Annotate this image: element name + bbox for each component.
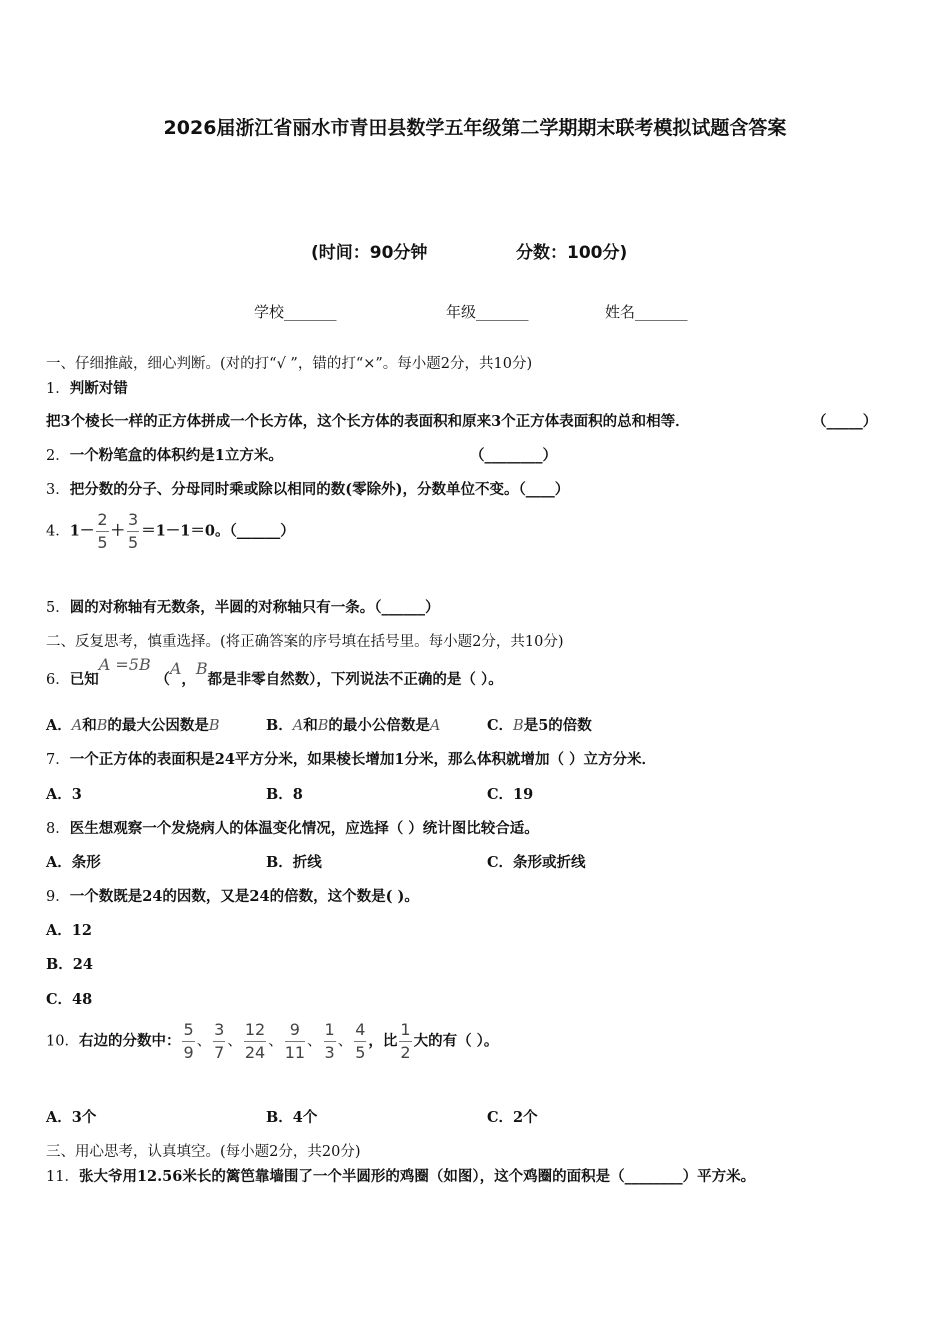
question-11 xyxy=(46,1165,755,1186)
fraction xyxy=(324,1022,336,1061)
denominator: 5 xyxy=(355,1043,366,1062)
separator: 、 xyxy=(268,1033,283,1050)
denominator: 11 xyxy=(284,1043,306,1062)
exam-time: (时间：90分钟 xyxy=(311,243,428,263)
question-text: 已知 xyxy=(69,671,99,688)
var-b: B xyxy=(96,718,108,734)
var-a: A xyxy=(429,718,441,734)
question-text: 圆的对称轴有无数条，半圆的对称轴只有一条。（______） xyxy=(69,599,440,616)
fraction xyxy=(182,1022,194,1061)
question-6 xyxy=(46,655,503,688)
option-text: 的最小公倍数是 xyxy=(328,717,430,734)
question-7-option-a[interactable]: A．3 xyxy=(46,786,82,803)
expression-prefix: 1－ xyxy=(69,522,95,540)
fraction xyxy=(244,1022,266,1061)
question-10 xyxy=(46,1022,498,1061)
denominator: 5 xyxy=(97,533,108,552)
question-number: 10． xyxy=(46,1033,79,1050)
question-number: 3． xyxy=(46,482,70,498)
question-6-option-c[interactable] xyxy=(487,714,592,735)
question-9 xyxy=(46,885,419,906)
question-number: 6． xyxy=(46,672,70,688)
var-a: A xyxy=(169,659,182,678)
question-title: 判断对错 xyxy=(69,380,128,397)
fraction xyxy=(127,512,139,551)
question-text: 一个数既是24的因数，又是24的倍数，这个数是( )。 xyxy=(69,888,419,905)
question-10-option-b[interactable]: B．4个 xyxy=(266,1109,318,1126)
question-2-answer[interactable]: （________） xyxy=(470,447,557,464)
question-4 xyxy=(46,512,295,551)
numerator: 3 xyxy=(213,1022,225,1042)
question-10-option-c[interactable]: C．2个 xyxy=(487,1109,538,1126)
question-6-option-a[interactable] xyxy=(46,714,220,735)
option-text: 是5的倍数 xyxy=(523,717,592,734)
separator: 、 xyxy=(227,1033,242,1050)
numerator: 9 xyxy=(285,1022,305,1042)
name-field[interactable]: 姓名_______ xyxy=(605,303,688,321)
question-3 xyxy=(46,478,569,499)
question-7-option-c[interactable]: C．19 xyxy=(487,786,534,803)
question-number: 9． xyxy=(46,889,70,905)
fraction xyxy=(213,1022,225,1061)
numerator: 3 xyxy=(127,512,139,532)
question-text: 都是非零自然数），下列说法不正确的是（ ）。 xyxy=(207,671,503,688)
question-7 xyxy=(46,748,656,769)
section-3-heading: 三、用心思考，认真填空。(每小题2分，共20分) xyxy=(46,1144,361,1160)
numerator: 5 xyxy=(182,1022,194,1042)
numerator: 12 xyxy=(244,1022,266,1042)
question-text: 医生想观察一个发烧病人的体温变化情况，应选择（ ）统计图比较合适。 xyxy=(69,820,539,837)
fraction xyxy=(399,1022,411,1061)
question-6-option-b[interactable] xyxy=(266,714,440,735)
option-label: A． xyxy=(46,717,72,734)
question-2 xyxy=(46,444,283,465)
option-text: 和 xyxy=(82,717,97,734)
question-number: 4． xyxy=(46,523,70,540)
separator: 、 xyxy=(337,1033,353,1050)
question-1-answer[interactable]: （_____） xyxy=(812,413,878,430)
question-9-option-b[interactable]: B．24 xyxy=(46,956,93,973)
question-text: 大的有（ ）。 xyxy=(413,1032,499,1050)
exam-score: 分数：100分) xyxy=(516,243,628,263)
fraction xyxy=(285,1022,305,1061)
question-5 xyxy=(46,596,439,617)
var-b: B xyxy=(317,718,329,734)
denominator: 2 xyxy=(400,1043,411,1062)
denominator: 24 xyxy=(244,1043,266,1062)
question-text: 把分数的分子、分母同时乘或除以相同的数(零除外)，分数单位不变。（____） xyxy=(69,481,570,498)
option-label: C． xyxy=(487,717,514,734)
question-7-option-b[interactable]: B．8 xyxy=(266,786,303,803)
page-title: 2026届浙江省丽水市青田县数学五年级第二学期期末联考模拟试题含答案 xyxy=(163,117,787,139)
numerator: 4 xyxy=(354,1022,366,1042)
denominator: 7 xyxy=(214,1043,225,1062)
fraction xyxy=(354,1022,366,1061)
question-text: 一个粉笔盒的体积约是1立方米。 xyxy=(69,447,283,464)
option-text: 的最大公因数是 xyxy=(107,717,209,734)
var-a: A xyxy=(71,718,83,734)
var-a: A xyxy=(292,718,304,734)
numerator: 1 xyxy=(324,1022,336,1042)
var-b: B xyxy=(195,659,208,678)
question-10-option-a[interactable]: A．3个 xyxy=(46,1109,97,1126)
option-text: 和 xyxy=(303,717,318,734)
denominator: 9 xyxy=(183,1043,194,1062)
equation: A =5B xyxy=(98,655,151,674)
option-label: B． xyxy=(266,717,293,734)
question-text: 一个正方体的表面积是24平方分米，如果棱长增加1分米，那么体积就增加（ ）立方分米． xyxy=(69,751,657,768)
question-text: 张大爷用12.56米长的篱笆靠墙围了一个半圆形的鸡圈（如图），这个鸡圈的面积是（________）平方米。 xyxy=(78,1168,756,1185)
fraction xyxy=(96,512,108,551)
denominator: 3 xyxy=(324,1043,335,1062)
grade-field[interactable]: 年级_______ xyxy=(446,303,529,321)
section-2-heading: 二、反复思考，慎重选择。(将正确答案的序号填在括号里。每小题2分，共10分) xyxy=(46,634,564,650)
var-b: B xyxy=(208,718,220,734)
question-number: 8． xyxy=(46,821,70,837)
separator: 、 xyxy=(307,1033,322,1050)
question-text: 右边的分数中： xyxy=(78,1032,181,1050)
question-8-option-c[interactable]: C．条形或折线 xyxy=(487,854,586,871)
question-number: 5． xyxy=(46,600,70,616)
question-1-heading xyxy=(46,377,128,398)
question-1-text: 把3个棱长一样的正方体拼成一个长方体，这个长方体的表面积和原来3个正方体表面积的总和相等． xyxy=(46,413,690,430)
school-field[interactable]: 学校_______ xyxy=(254,303,337,321)
numerator: 1 xyxy=(399,1022,411,1042)
separator: 、 xyxy=(196,1033,212,1050)
question-number: 11． xyxy=(46,1169,79,1185)
question-number: 7． xyxy=(46,752,70,768)
numerator: 2 xyxy=(96,512,108,532)
question-number: 2． xyxy=(46,448,70,464)
question-8-option-a[interactable]: A．条形 xyxy=(46,854,101,871)
question-9-option-c[interactable]: C．48 xyxy=(46,991,93,1008)
comma: ， xyxy=(181,671,196,688)
var-b: B xyxy=(513,718,524,734)
question-text: ，比 xyxy=(368,1032,398,1050)
paren: （ xyxy=(155,671,170,688)
question-8-option-b[interactable]: B．折线 xyxy=(266,854,322,871)
plus-sign: ＋ xyxy=(110,522,126,540)
question-number: 1． xyxy=(46,381,70,397)
expression-suffix: ＝1－1＝0。（______） xyxy=(141,522,295,540)
question-9-option-a[interactable]: A．12 xyxy=(46,922,92,939)
denominator: 5 xyxy=(128,533,139,552)
section-1-heading: 一、仔细推敲，细心判断。(对的打“√ ”，错的打“×”。每小题2分，共10分) xyxy=(46,356,533,372)
question-8 xyxy=(46,817,539,838)
